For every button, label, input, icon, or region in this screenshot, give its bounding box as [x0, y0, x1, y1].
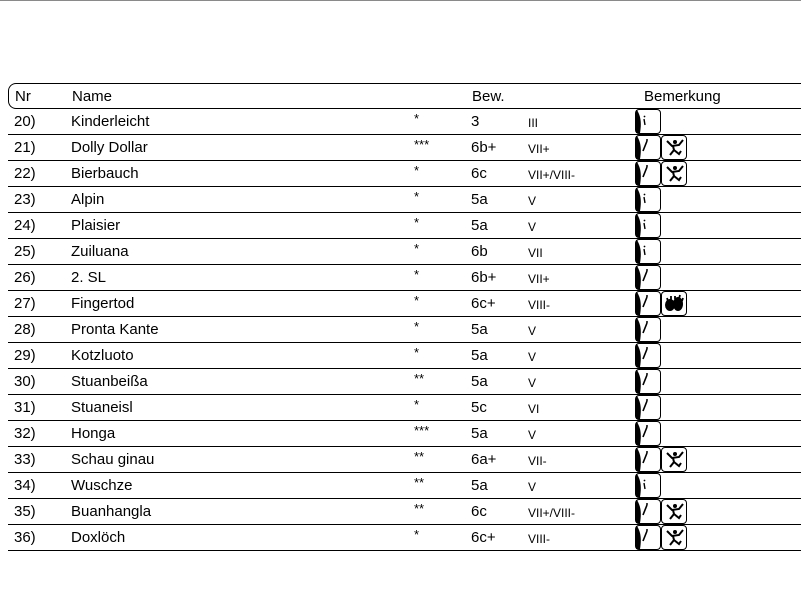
route-name: Schau ginau	[71, 451, 155, 468]
table-row	[8, 525, 801, 551]
route-number: 36)	[14, 529, 36, 546]
route-number: 21)	[14, 139, 36, 156]
route-number: 28)	[14, 321, 36, 338]
route-stars: ***	[414, 423, 430, 438]
table-row	[8, 343, 801, 369]
routes-table	[8, 83, 801, 551]
route-stars: *	[414, 111, 420, 126]
route-uiaa-grade: VIII-	[528, 532, 551, 546]
table-row	[8, 499, 801, 525]
route-stars: *	[414, 267, 420, 282]
header-bemerkung: Bemerkung	[644, 88, 721, 105]
route-name: Stuaneisl	[71, 399, 133, 416]
route-stars: *	[414, 345, 420, 360]
route-name: Honga	[71, 425, 116, 442]
slab-icon	[635, 265, 661, 290]
table-row	[8, 317, 801, 343]
climber-icon	[661, 161, 687, 186]
remark-icons	[635, 109, 661, 134]
route-stars: *	[414, 293, 420, 308]
route-number: 32)	[14, 425, 36, 442]
route-grade: 5a	[471, 191, 488, 208]
route-grade: 6c	[471, 503, 487, 520]
route-stars: *	[414, 397, 420, 412]
table-body	[8, 109, 801, 551]
face-icon	[635, 239, 661, 264]
climber-icon	[661, 525, 687, 550]
remark-icons	[635, 421, 661, 446]
table-row	[8, 369, 801, 395]
route-grade: 3	[471, 113, 480, 130]
header-name: Name	[72, 88, 113, 105]
route-number: 35)	[14, 503, 36, 520]
route-name: Doxlöch	[71, 529, 126, 546]
slab-icon	[635, 291, 661, 316]
route-number: 34)	[14, 477, 36, 494]
slab-icon	[635, 447, 661, 472]
route-stars: *	[414, 527, 420, 542]
route-uiaa-grade: III	[528, 116, 539, 130]
route-uiaa-grade: VII+	[528, 142, 550, 156]
route-uiaa-grade: V	[528, 350, 537, 364]
route-uiaa-grade: VII-	[528, 454, 547, 468]
route-number: 31)	[14, 399, 36, 416]
table-row	[8, 291, 801, 317]
route-name: Dolly Dollar	[71, 139, 148, 156]
route-name: Bierbauch	[71, 165, 139, 182]
remark-icons	[635, 525, 687, 550]
table-row	[8, 187, 801, 213]
remark-icons	[635, 213, 661, 238]
route-name: Kinderleicht	[71, 113, 150, 130]
route-grade: 6b	[471, 243, 488, 260]
header-bew: Bew.	[472, 88, 505, 105]
route-uiaa-grade: VII+/VIII-	[528, 168, 576, 182]
table-row	[8, 395, 801, 421]
route-grade: 5a	[471, 373, 488, 390]
route-uiaa-grade: V	[528, 376, 537, 390]
remark-icons	[635, 161, 687, 186]
remark-icons	[635, 317, 661, 342]
route-grade: 6c	[471, 165, 487, 182]
face-icon	[635, 109, 661, 134]
face-icon	[635, 187, 661, 212]
route-number: 22)	[14, 165, 36, 182]
route-uiaa-grade: VII+	[528, 272, 550, 286]
slab-icon	[635, 135, 661, 160]
route-grade: 5a	[471, 477, 488, 494]
remark-icons	[635, 265, 661, 290]
remark-icons	[635, 447, 687, 472]
route-grade: 5a	[471, 321, 488, 338]
table-row	[8, 161, 801, 187]
route-number: 26)	[14, 269, 36, 286]
table-row	[8, 265, 801, 291]
route-grade: 6c+	[471, 295, 496, 312]
route-grade: 5a	[471, 425, 488, 442]
route-grade: 5a	[471, 217, 488, 234]
route-name: Fingertod	[71, 295, 135, 312]
route-stars: *	[414, 319, 420, 334]
route-uiaa-grade: V	[528, 480, 537, 494]
route-name: Zuiluana	[71, 243, 129, 260]
route-stars: *	[414, 215, 420, 230]
route-number: 20)	[14, 113, 36, 130]
remark-icons	[635, 187, 661, 212]
table-row	[8, 447, 801, 473]
slab-icon	[635, 525, 661, 550]
remark-icons	[635, 135, 687, 160]
route-uiaa-grade: VIII-	[528, 298, 551, 312]
route-stars: **	[414, 501, 425, 516]
table-row	[8, 239, 801, 265]
slab-icon	[635, 395, 661, 420]
route-stars: *	[414, 163, 420, 178]
route-grade: 6c+	[471, 529, 496, 546]
route-stars: **	[414, 449, 425, 464]
table-row	[8, 135, 801, 161]
route-number: 25)	[14, 243, 36, 260]
header-nr: Nr	[15, 88, 31, 105]
route-name: Pronta Kante	[71, 321, 159, 338]
route-number: 23)	[14, 191, 36, 208]
slab-icon	[635, 421, 661, 446]
remark-icons	[635, 291, 687, 316]
route-name: Stuanbeißa	[71, 373, 148, 390]
table-header	[8, 83, 801, 109]
route-uiaa-grade: V	[528, 428, 537, 442]
route-name: 2. SL	[71, 269, 107, 286]
slab-icon	[635, 317, 661, 342]
remark-icons	[635, 239, 661, 264]
climber-icon	[661, 135, 687, 160]
route-number: 24)	[14, 217, 36, 234]
route-uiaa-grade: VI	[528, 402, 540, 416]
remark-icons	[635, 369, 661, 394]
top-rule	[0, 0, 801, 1]
route-number: 27)	[14, 295, 36, 312]
route-grade: 6b+	[471, 139, 497, 156]
route-name: Wuschze	[71, 477, 133, 494]
route-name: Alpin	[71, 191, 105, 208]
face-icon	[635, 473, 661, 498]
route-stars: *	[414, 189, 420, 204]
slab-icon	[635, 499, 661, 524]
route-grade: 6a+	[471, 451, 497, 468]
route-name: Kotzluoto	[71, 347, 134, 364]
route-uiaa-grade: V	[528, 194, 537, 208]
table-row	[8, 473, 801, 499]
route-number: 30)	[14, 373, 36, 390]
remark-icons	[635, 473, 661, 498]
table-row	[8, 421, 801, 447]
remark-icons	[635, 499, 687, 524]
table-row	[8, 109, 801, 135]
route-grade: 5c	[471, 399, 487, 416]
route-name: Plaisier	[71, 217, 121, 234]
climber-icon	[661, 447, 687, 472]
table-row	[8, 213, 801, 239]
slab-icon	[635, 369, 661, 394]
route-grade: 6b+	[471, 269, 497, 286]
slab-icon	[635, 161, 661, 186]
hands-icon	[661, 291, 687, 316]
route-uiaa-grade: V	[528, 220, 537, 234]
face-icon	[635, 213, 661, 238]
route-stars: **	[414, 475, 425, 490]
climber-icon	[661, 499, 687, 524]
slab-icon	[635, 343, 661, 368]
route-stars: ***	[414, 137, 430, 152]
route-number: 29)	[14, 347, 36, 364]
route-uiaa-grade: VII+/VIII-	[528, 506, 576, 520]
route-uiaa-grade: VII	[528, 246, 543, 260]
route-stars: **	[414, 371, 425, 386]
route-grade: 5a	[471, 347, 488, 364]
route-number: 33)	[14, 451, 36, 468]
route-uiaa-grade: V	[528, 324, 537, 338]
remark-icons	[635, 343, 661, 368]
remark-icons	[635, 395, 661, 420]
route-name: Buanhangla	[71, 503, 152, 520]
route-stars: *	[414, 241, 420, 256]
